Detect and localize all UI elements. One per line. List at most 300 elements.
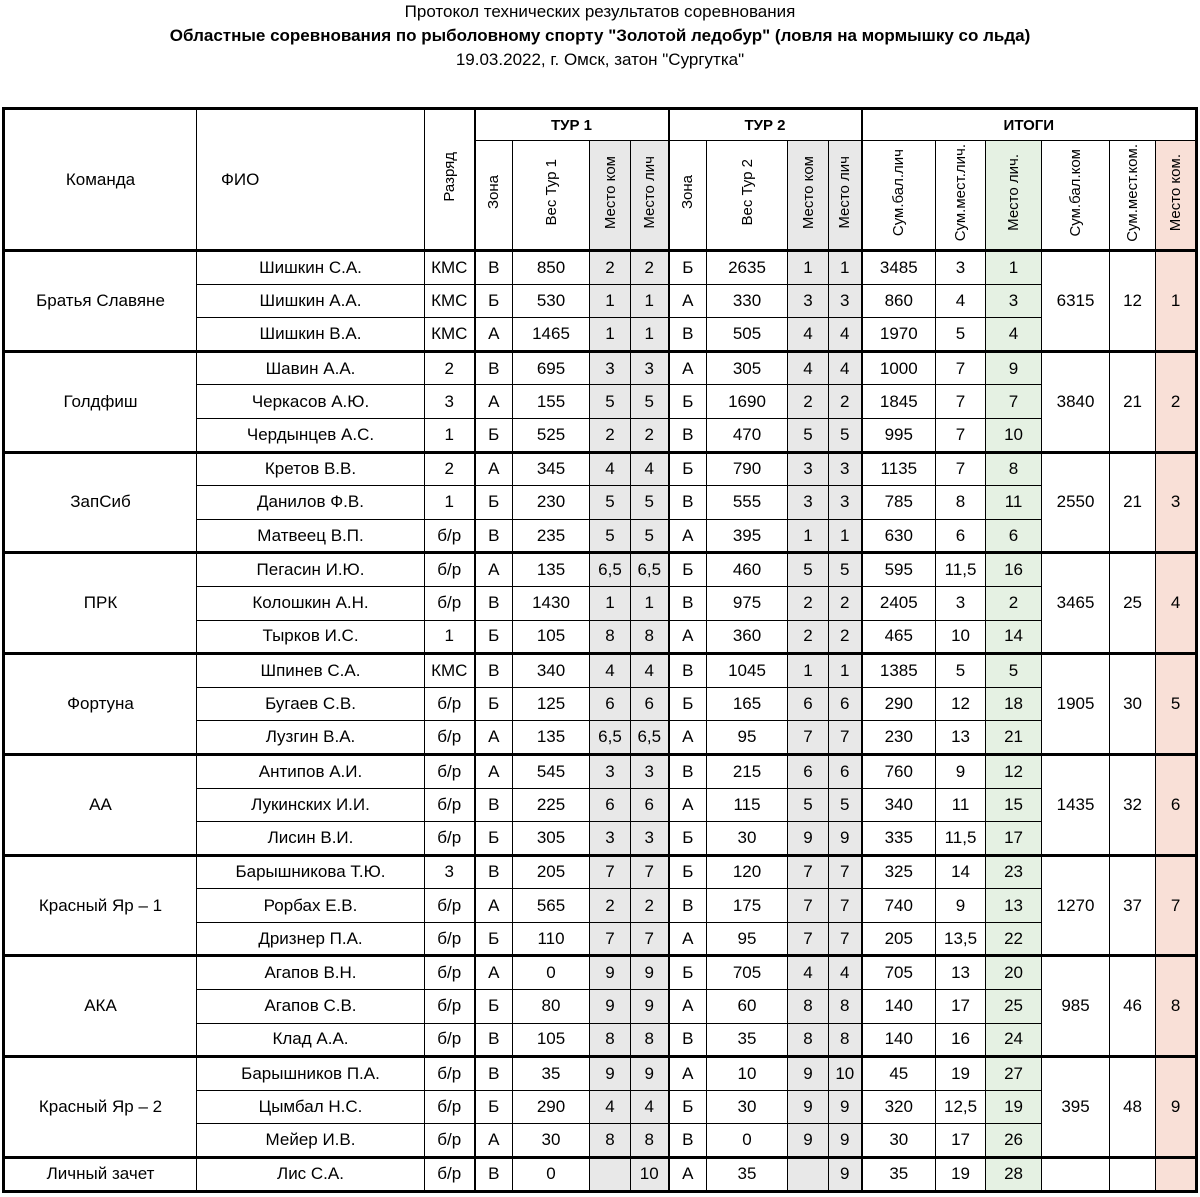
place-team2: 3 [788,486,829,520]
place-personal2: 1 [829,251,862,285]
table-row [4,251,1197,285]
place-personal1: 4 [631,654,669,688]
place-team2: 4 [788,318,829,352]
place-personal2: 5 [829,788,862,822]
sum-places: 11 [936,788,986,822]
personal-place: 12 [986,754,1042,788]
place-personal2: 1 [829,519,862,553]
place-personal2: 9 [829,1158,862,1192]
weight1: 0 [513,1158,590,1192]
zone2: Б [669,687,707,721]
participant-name: Лисин В.И. [197,822,425,856]
personal-place: 19 [986,1090,1042,1124]
weight1: 345 [513,452,590,486]
sum-places: 13 [936,956,986,990]
zone1: Б [475,418,513,452]
personal-place: 7 [986,385,1042,419]
place-team1: 7 [590,922,631,956]
personal-place: 11 [986,486,1042,520]
personal-place: 5 [986,654,1042,688]
zone1: Б [475,284,513,318]
team-place: 1 [1156,251,1197,352]
weight1: 230 [513,486,590,520]
sum-points: 465 [862,620,936,654]
place-personal1: 4 [631,1090,669,1124]
place-team1: 2 [590,418,631,452]
personal-place: 28 [986,1158,1042,1192]
header-personal-place: Место лич. [986,141,1042,251]
participant-name: Лис С.А. [197,1158,425,1192]
weight2: 360 [707,620,788,654]
team-sum-places: 46 [1110,956,1156,1057]
weight2: 10 [707,1057,788,1091]
sum-places: 14 [936,855,986,889]
participant-name: Матвеец В.П. [197,519,425,553]
header-tour1: ТУР 1 [475,109,669,141]
place-team1: 9 [590,956,631,990]
zone2: А [669,1158,707,1192]
empty-cell [1042,1158,1110,1192]
header-place-personal2: Место лич [829,141,862,251]
zone2: В [669,754,707,788]
weight2: 115 [707,788,788,822]
weight1: 565 [513,889,590,923]
place-personal1: 9 [631,956,669,990]
participant-rank: б/р [425,990,475,1024]
place-team2: 3 [788,452,829,486]
participant-name: Шпинев С.А. [197,654,425,688]
participant-rank: б/р [425,922,475,956]
sum-places: 11,5 [936,553,986,587]
sum-places: 7 [936,385,986,419]
zone1: Б [475,822,513,856]
participant-rank: б/р [425,1057,475,1091]
place-team2: 7 [788,855,829,889]
place-personal1: 3 [631,822,669,856]
sum-points: 320 [862,1090,936,1124]
zone1: В [475,351,513,385]
zone2: Б [669,956,707,990]
zone2: Б [669,452,707,486]
place-team1: 8 [590,1023,631,1057]
sum-points: 3485 [862,251,936,285]
participant-name: Кретов В.В. [197,452,425,486]
place-personal1: 7 [631,855,669,889]
table-row [4,654,1197,688]
zone2: А [669,922,707,956]
participant-name: Шавин А.А. [197,351,425,385]
zone2: А [669,721,707,755]
place-team2: 2 [788,620,829,654]
participant-rank: б/р [425,822,475,856]
place-team2: 7 [788,721,829,755]
place-personal1: 9 [631,1057,669,1091]
header-zone2: Зона [669,141,707,251]
participant-name: Колошкин А.Н. [197,586,425,620]
header-team: Команда [4,109,197,251]
personal-place: 15 [986,788,1042,822]
place-personal2: 3 [829,452,862,486]
place-team1: 1 [590,318,631,352]
zone1: В [475,654,513,688]
personal-place: 4 [986,318,1042,352]
zone1: В [475,855,513,889]
team-sum-places: 21 [1110,351,1156,452]
zone2: А [669,519,707,553]
sum-points: 35 [862,1158,936,1192]
zone1: А [475,553,513,587]
weight2: 1045 [707,654,788,688]
weight2: 175 [707,889,788,923]
zone1: В [475,251,513,285]
participant-name: Антипов А.И. [197,754,425,788]
sum-points: 230 [862,721,936,755]
team-sum-places: 30 [1110,654,1156,755]
personal-place: 14 [986,620,1042,654]
sum-points: 335 [862,822,936,856]
zone1: В [475,1023,513,1057]
sum-places: 7 [936,418,986,452]
participant-name: Мейер И.В. [197,1124,425,1158]
place-personal1: 1 [631,318,669,352]
participant-name: Данилов Ф.В. [197,486,425,520]
team-place: 6 [1156,754,1197,855]
weight1: 105 [513,1023,590,1057]
weight2: 305 [707,351,788,385]
place-team1: 1 [590,586,631,620]
participant-rank: б/р [425,721,475,755]
weight1: 125 [513,687,590,721]
participant-name: Шишкин В.А. [197,318,425,352]
sum-places: 13,5 [936,922,986,956]
personal-place: 24 [986,1023,1042,1057]
weight1: 530 [513,284,590,318]
place-personal2: 4 [829,318,862,352]
participant-name: Агапов В.Н. [197,956,425,990]
header-totals: ИТОГИ [862,109,1197,141]
place-personal2: 8 [829,990,862,1024]
place-team2: 8 [788,990,829,1024]
zone2: В [669,654,707,688]
participant-rank: 1 [425,620,475,654]
sum-points: 630 [862,519,936,553]
place-team1: 3 [590,822,631,856]
personal-place: 1 [986,251,1042,285]
zone1: Б [475,620,513,654]
place-personal1: 9 [631,990,669,1024]
place-team2: 8 [788,1023,829,1057]
weight2: 120 [707,855,788,889]
weight1: 0 [513,956,590,990]
weight1: 30 [513,1124,590,1158]
zone2: Б [669,1090,707,1124]
zone2: А [669,620,707,654]
header-team-place: Место ком. [1156,141,1197,251]
personal-place: 13 [986,889,1042,923]
weight2: 30 [707,1090,788,1124]
header-zone1: Зона [475,141,513,251]
place-team2: 9 [788,1090,829,1124]
team-sum-places: 12 [1110,251,1156,352]
place-team1: 6 [590,687,631,721]
participant-rank: КМС [425,251,475,285]
participant-rank: б/р [425,1158,475,1192]
weight1: 155 [513,385,590,419]
place-team1: 7 [590,855,631,889]
place-team2: 1 [788,251,829,285]
weight2: 555 [707,486,788,520]
participant-rank: КМС [425,284,475,318]
zone1: А [475,721,513,755]
place-personal2: 10 [829,1057,862,1091]
zone1: В [475,519,513,553]
zone1: Б [475,990,513,1024]
header-fio: ФИО [197,109,425,251]
sum-places: 7 [936,351,986,385]
place-team1: 8 [590,1124,631,1158]
place-personal2: 7 [829,721,862,755]
participant-rank: 3 [425,385,475,419]
zone1: В [475,586,513,620]
zone1: А [475,385,513,419]
sum-places: 12,5 [936,1090,986,1124]
place-team1: 6,5 [590,553,631,587]
place-personal1: 10 [631,1158,669,1192]
zone1: А [475,754,513,788]
place-team1: 4 [590,654,631,688]
zone2: А [669,788,707,822]
place-personal1: 2 [631,889,669,923]
header-place-team1: Место ком [590,141,631,251]
weight1: 35 [513,1057,590,1091]
sum-points: 290 [862,687,936,721]
team-sum-places: 25 [1110,553,1156,654]
place-team1: 9 [590,990,631,1024]
place-team2: 6 [788,687,829,721]
sum-places: 11,5 [936,822,986,856]
team-sum-points: 395 [1042,1057,1110,1158]
participant-name: Агапов С.В. [197,990,425,1024]
personal-place: 10 [986,418,1042,452]
place-personal2: 8 [829,1023,862,1057]
personal-place: 25 [986,990,1042,1024]
sum-points: 30 [862,1124,936,1158]
weight2: 60 [707,990,788,1024]
place-personal2: 4 [829,351,862,385]
personal-place: 9 [986,351,1042,385]
participant-rank: б/р [425,586,475,620]
participant-rank: б/р [425,1124,475,1158]
table-row [4,351,1197,385]
zone1: Б [475,687,513,721]
zone2: А [669,284,707,318]
sum-places: 9 [936,754,986,788]
weight1: 235 [513,519,590,553]
weight1: 225 [513,788,590,822]
sum-points: 860 [862,284,936,318]
place-personal2: 4 [829,956,862,990]
team-name: ЗапСиб [4,452,197,553]
participant-rank: б/р [425,754,475,788]
place-team1: 6 [590,788,631,822]
team-name: Голдфиш [4,351,197,452]
place-team2: 7 [788,889,829,923]
sum-points: 740 [862,889,936,923]
zone2: В [669,318,707,352]
participant-rank: б/р [425,1090,475,1124]
place-personal1: 5 [631,385,669,419]
place-team2: 5 [788,788,829,822]
place-team2: 5 [788,553,829,587]
place-team1: 5 [590,486,631,520]
zone1: В [475,1057,513,1091]
place-personal1: 6 [631,788,669,822]
header-sum-team-places: Сум.мест.ком. [1110,141,1156,251]
place-personal1: 2 [631,251,669,285]
weight1: 290 [513,1090,590,1124]
participant-rank: б/р [425,1023,475,1057]
place-team2: 7 [788,922,829,956]
place-team2: 9 [788,1124,829,1158]
sum-places: 3 [936,586,986,620]
zone1: А [475,1124,513,1158]
header-sum-points: Сум.бал.лич [862,141,936,251]
team-name: Красный Яр – 1 [4,855,197,956]
place-team1: 1 [590,284,631,318]
sum-points: 1385 [862,654,936,688]
team-sum-places: 37 [1110,855,1156,956]
zone2: В [669,889,707,923]
team-name: АА [4,754,197,855]
participant-rank: 3 [425,855,475,889]
weight2: 35 [707,1158,788,1192]
zone2: Б [669,251,707,285]
team-place: 8 [1156,956,1197,1057]
competition-title: Областные соревнования по рыболовному спорту "Золотой ледобур" (ловля на мормышку со льда) [169,26,1031,45]
place-personal2: 7 [829,855,862,889]
sum-points: 205 [862,922,936,956]
header-sum-places: Сум.мест.лич. [936,141,986,251]
weight1: 135 [513,721,590,755]
place-team1: 3 [590,754,631,788]
place-personal2: 5 [829,553,862,587]
zone1: В [475,1158,513,1192]
team-name: ПРК [4,553,197,654]
weight2: 95 [707,721,788,755]
place-personal2: 5 [829,418,862,452]
team-place: 4 [1156,553,1197,654]
place-team2: 4 [788,351,829,385]
place-team1: 6,5 [590,721,631,755]
weight1: 135 [513,553,590,587]
weight2: 1690 [707,385,788,419]
place-personal2: 7 [829,889,862,923]
place-team2: 6 [788,754,829,788]
weight2: 395 [707,519,788,553]
place-personal2: 9 [829,1090,862,1124]
zone2: Б [669,855,707,889]
participant-rank: КМС [425,318,475,352]
sum-points: 1845 [862,385,936,419]
place-personal1: 4 [631,452,669,486]
table-row [4,754,1197,788]
personal-place: 16 [986,553,1042,587]
participant-rank: б/р [425,889,475,923]
place-personal1: 7 [631,922,669,956]
place-team2: 4 [788,956,829,990]
weight1: 525 [513,418,590,452]
place-team2: 9 [788,822,829,856]
zone1: А [475,956,513,990]
participant-name: Тырков И.С. [197,620,425,654]
place-team1: 2 [590,889,631,923]
sum-points: 595 [862,553,936,587]
place-personal2: 6 [829,754,862,788]
sum-points: 1135 [862,452,936,486]
weight1: 110 [513,922,590,956]
place-team1: 3 [590,351,631,385]
team-sum-points: 2550 [1042,452,1110,553]
empty-cell [1110,1158,1156,1192]
weight1: 105 [513,620,590,654]
place-personal2: 7 [829,922,862,956]
participant-name: Клад А.А. [197,1023,425,1057]
place-personal1: 6,5 [631,553,669,587]
sum-points: 995 [862,418,936,452]
sum-places: 17 [936,1124,986,1158]
zone2: Б [669,385,707,419]
team-sum-points: 3465 [1042,553,1110,654]
participant-name: Шишкин С.А. [197,251,425,285]
weight2: 0 [707,1124,788,1158]
place-team1: 8 [590,620,631,654]
place-personal2: 9 [829,1124,862,1158]
place-personal2: 9 [829,822,862,856]
weight2: 975 [707,586,788,620]
sum-points: 140 [862,1023,936,1057]
header-tour2: ТУР 2 [669,109,862,141]
zone1: А [475,318,513,352]
weight2: 215 [707,754,788,788]
header-weight2: Вес Тур 2 [707,141,788,251]
zone1: А [475,889,513,923]
zone2: Б [669,822,707,856]
zone2: В [669,486,707,520]
header-rank: Разряд [425,109,475,251]
weight2: 790 [707,452,788,486]
sum-points: 45 [862,1057,936,1091]
results-table [2,107,1198,1193]
sum-points: 1970 [862,318,936,352]
sum-places: 19 [936,1057,986,1091]
sum-places: 16 [936,1023,986,1057]
place-team2: 1 [788,519,829,553]
place-team1: 9 [590,1057,631,1091]
weight1: 340 [513,654,590,688]
sum-places: 7 [936,452,986,486]
place-team1 [590,1158,631,1192]
place-team1: 2 [590,251,631,285]
place-personal1: 5 [631,519,669,553]
personal-label: Личный зачет [4,1158,197,1192]
zone1: В [475,788,513,822]
zone1: Б [475,922,513,956]
personal-place: 20 [986,956,1042,990]
weight2: 2635 [707,251,788,285]
sum-places: 17 [936,990,986,1024]
sum-places: 3 [936,251,986,285]
team-sum-points: 1905 [1042,654,1110,755]
